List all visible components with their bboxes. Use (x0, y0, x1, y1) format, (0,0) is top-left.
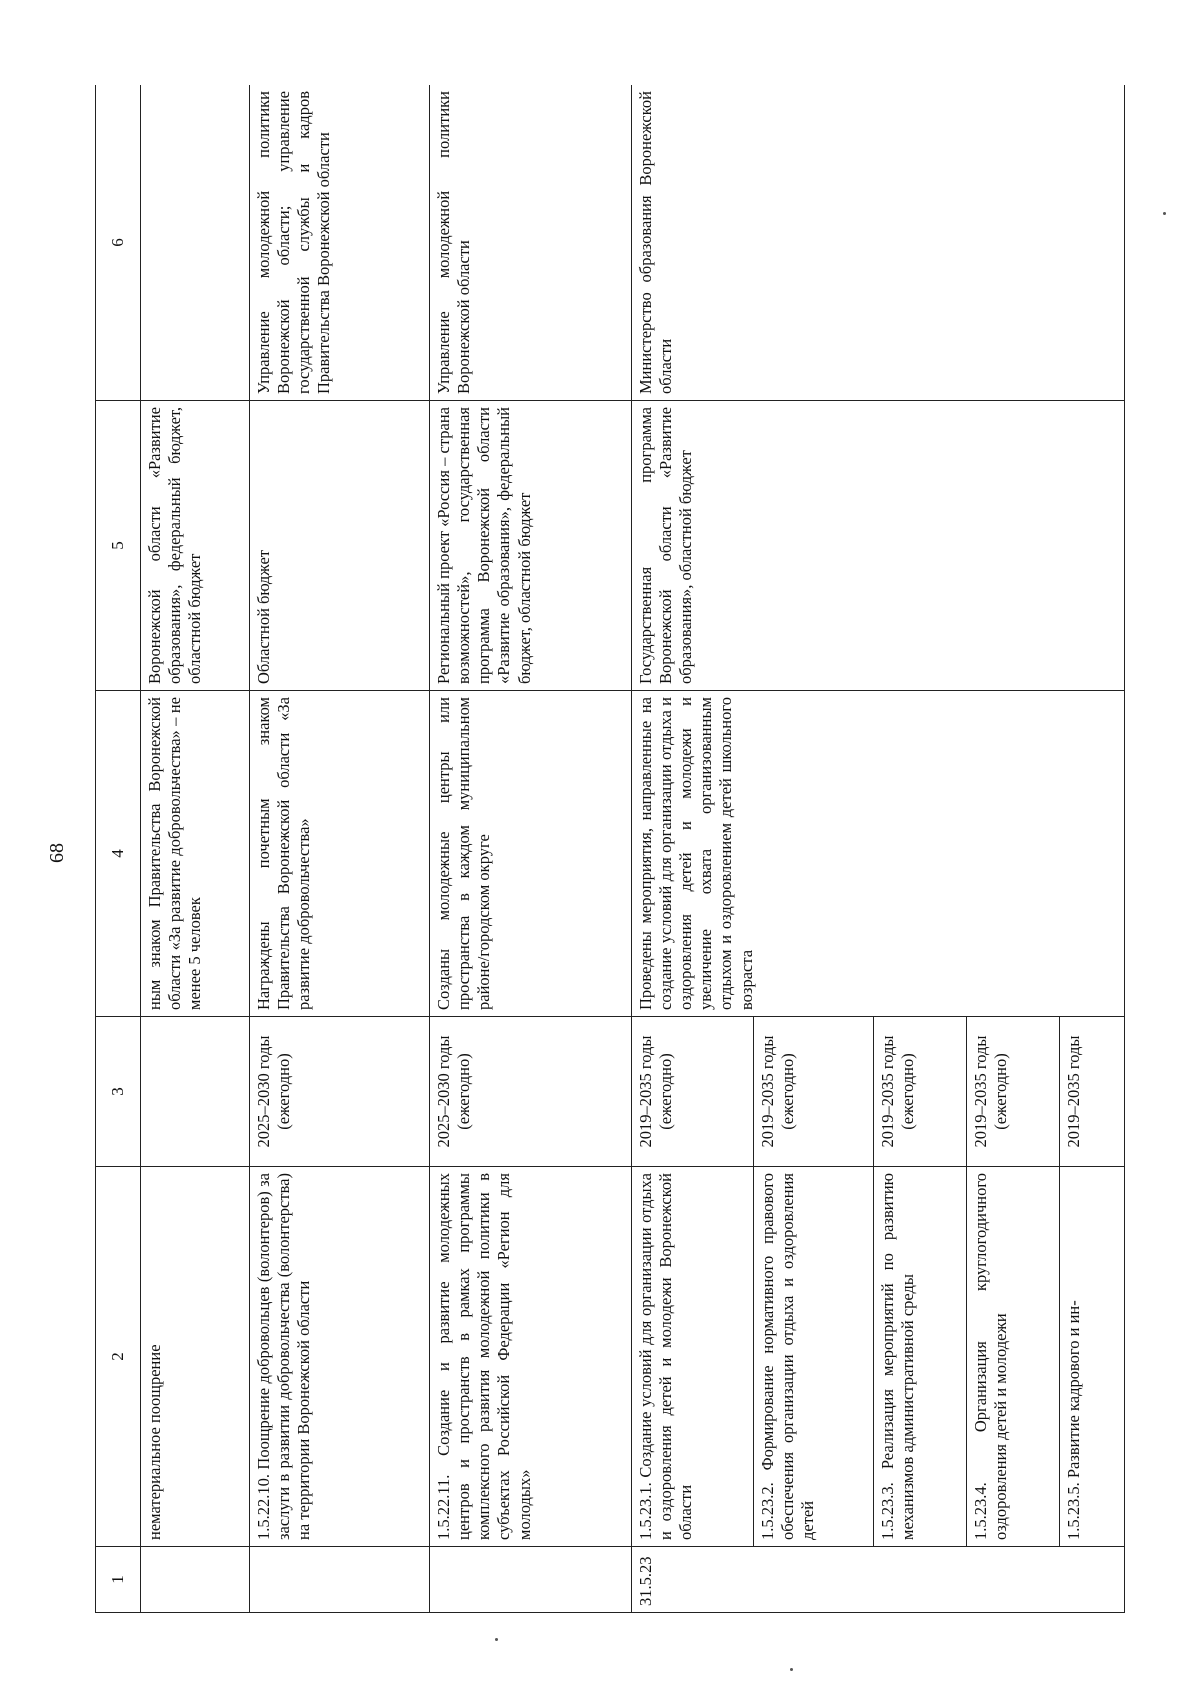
cell-executor: Управление молодежной политики Воронежской области; управление государственной службы и кадров Правительства Воронежской области (250, 85, 430, 401)
measures-table (95, 85, 1125, 1613)
header-col-3: 3 (96, 1017, 141, 1167)
cell-measure: 1.5.23.2. Формирование нормативного правового обеспечения организации отдыха и оздоровления детей (754, 1167, 874, 1547)
table-row (631, 85, 753, 1613)
header-col-2: 2 (96, 1167, 141, 1547)
scan-speck (495, 1638, 498, 1641)
scan-speck (1163, 212, 1166, 215)
scan-speck (790, 1668, 793, 1671)
table-row (141, 85, 250, 1613)
cell-result: Созданы молодежные центры или пространства в каждом муниципальном районе/городском округе (430, 691, 632, 1017)
header-col-1: 1 (96, 1547, 141, 1613)
cell-executor: Управление молодежной политики Воронежской области (430, 85, 632, 401)
cell-period: 2019–2035 годы (ежегодно) (874, 1017, 967, 1167)
cell-measure: 1.5.23.5. Развитие кадрового и ин- (1059, 1167, 1125, 1547)
cell-measure: 1.5.22.11. Создание и развитие молодежных центров и пространств в рамках программы комплексного развития молодежной политики в субъектах Российской Федерации «Регион для молодых» (430, 1167, 632, 1547)
cell-result: ным знаком Правительства Воронежской области «За развитие добровольчества» – не менее 5 человек (141, 691, 250, 1017)
page-number: 68 (46, 843, 68, 863)
cell-measure: 1.5.23.4. Организация круглогодичного оздоровления детей и молодежи (966, 1167, 1059, 1547)
cell-executor (141, 85, 250, 401)
header-col-6: 6 (96, 85, 141, 401)
table-frame (95, 85, 1125, 1613)
cell-period: 2019–2035 годы (ежегодно) (754, 1017, 874, 1167)
cell-measure: 1.5.23.3. Реализация мероприятий по развитию механизмов административной среды (874, 1167, 967, 1547)
cell-number (141, 1547, 250, 1613)
cell-result: Награждены почетным знаком Правительства Воронежской области «За развитие добровольчества» (250, 691, 430, 1017)
cell-executor: Министерство образования Воронежской области (631, 85, 1124, 401)
table-row (250, 85, 430, 1613)
cell-source: Воронежской области «Развитие образования», федеральный бюджет, областной бюджет (141, 401, 250, 691)
cell-source: Региональный проект «Россия – страна возможностей», государственная программа Воронежской области «Развитие образования», федеральный бюджет, областной бюджет (430, 401, 632, 691)
header-col-5: 5 (96, 401, 141, 691)
cell-source: Областной бюджет (250, 401, 430, 691)
cell-period: 2025–2030 годы (ежегодно) (430, 1017, 632, 1167)
cell-number: 31.5.23 (631, 1547, 1124, 1613)
cell-number (430, 1547, 632, 1613)
cell-source: Государственная программа Воронежской области «Развитие образования», областной бюджет (631, 401, 1124, 691)
cell-period: 2019–2035 годы (1059, 1017, 1125, 1167)
cell-measure: 1.5.23.1. Создание условий для организации отдыха и оздоровления детей и молодежи Воронежской области (631, 1167, 753, 1547)
rotated-table-container (95, 85, 1125, 1613)
cell-result: Проведены мероприятия, направленные на создание условий для организации отдыха и оздоровления детей и молодежи и увеличение охвата организованным отдыхом и оздоровлением детей школьного возраста (631, 691, 1124, 1017)
cell-period (141, 1017, 250, 1167)
cell-period: 2019–2035 годы (ежегодно) (966, 1017, 1059, 1167)
cell-number (250, 1547, 430, 1613)
header-row (96, 85, 141, 1613)
table-row (430, 85, 632, 1613)
cell-measure: нематериальное поощрение (141, 1167, 250, 1547)
header-col-4: 4 (96, 691, 141, 1017)
cell-measure: 1.5.22.10. Поощрение добровольцев (волонтеров) за заслуги в развитии добровольчества (волонтерства) на территории Воронежской области (250, 1167, 430, 1547)
cell-period: 2025–2030 годы (ежегодно) (250, 1017, 430, 1167)
cell-period: 2019–2035 годы (ежегодно) (631, 1017, 753, 1167)
